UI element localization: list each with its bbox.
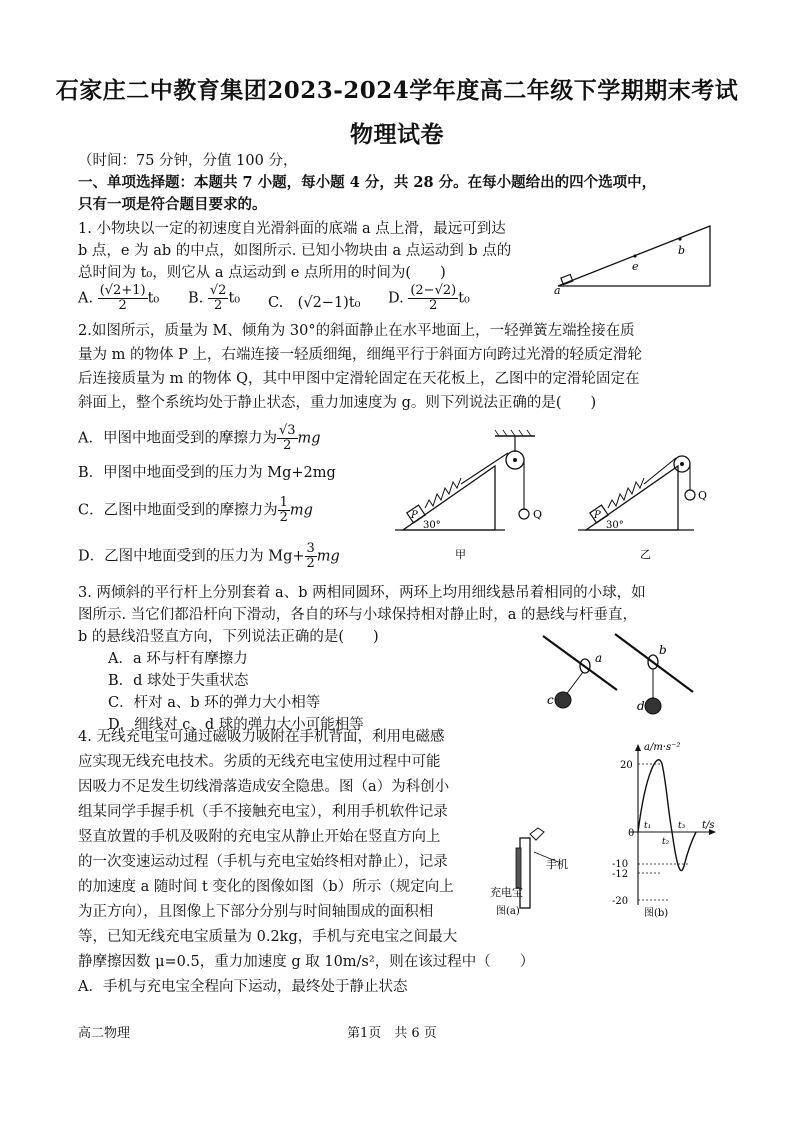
q4-text-6: 的一次变速运动过程（手机与充电宝始终相对静止），记录 — [78, 854, 448, 870]
q3-option-d[interactable]: D．细线对 c、d 球的弹力大小可能相等 — [108, 717, 364, 733]
q1-incline-figure — [550, 218, 720, 297]
q3-option-c[interactable]: C．杆对 a、b 环的弹力大小相等 — [108, 695, 321, 711]
q1-text-2: b 点，e 为 ab 的中点，如图所示. 已知小物块由 a 点运动到 b 点的 — [78, 243, 512, 259]
q4-fig-b-caption: 图(b) — [644, 908, 669, 919]
q1-text-3: 总时间为 t₀，则它从 a 点运动到 e 点所用的时间为( ) — [78, 265, 446, 281]
q4-text-3: 因吸力不足发生切线滑落造成安全隐患。图（a）为科创小 — [78, 779, 450, 795]
q1-option-b-frac: $\frac{√2}{2}$ — [209, 283, 227, 313]
q4-option-a[interactable]: A．手机与充电宝全程向下运动，最终处于静止状态 — [78, 979, 408, 995]
q2-option-d[interactable]: D．乙图中地面受到的压力为 Mg+ $\frac{3}{2}$ mg — [78, 541, 340, 571]
q2-figure-jia — [395, 430, 555, 565]
q2-text-3: 后连接质量为 m 的物体 Q，其中甲图中定滑轮固定在天花板上，乙图中的定滑轮固定在 — [78, 371, 640, 387]
q1-option-c[interactable]: C. (√2−1)t₀ — [268, 295, 361, 311]
q3-text-3: b 的悬线沿竖直方向，下列说法正确的是( ) — [78, 629, 379, 645]
q3-fig-label-d: d — [637, 699, 645, 713]
q2-figure-yi — [578, 440, 738, 565]
section-heading: 一、单项选择题：本题共 7 小题，每小题 4 分，共 28 分。在每小题给出的四个选项中， — [78, 174, 657, 191]
q2-jia-label-q: Q — [533, 508, 543, 521]
q2-text-2: 量为 m 的物体 P 上，右端连接一轻质细绳，细绳平行于斜面方向跨过光滑的轻质定滑轮 — [78, 347, 642, 363]
q4-acceleration-chart — [600, 740, 720, 920]
exam-info: （时间：75 分钟，分值 100 分， — [78, 153, 298, 169]
section-heading-cont: 只有一项是符合题目要求的。 — [78, 196, 267, 213]
q4-text-4: 组某同学手握手机（手不接触充电宝），利用手机软件记录 — [78, 804, 448, 820]
q1-fig-label-a: a — [554, 284, 561, 297]
paper-subtitle: 物理试卷 — [350, 121, 444, 148]
q4-figure-a — [490, 820, 600, 920]
q1-option-a-frac: $\frac{(√2+1)}{2}$ — [99, 283, 146, 313]
chart-tick-20: 20 — [620, 760, 633, 771]
q4-fig-label-phone: 手机 — [546, 858, 568, 871]
q1-fig-label-e: e — [632, 260, 639, 273]
q4-text-2: 应实现无线充电技术。劣质的无线充电宝使用过程中可能 — [78, 754, 441, 770]
q3-option-a[interactable]: A．a 环与杆有摩擦力 — [108, 651, 248, 667]
chart-tick-neg12: -12 — [612, 869, 629, 880]
q2-option-c[interactable]: C．乙图中地面受到的摩擦力为 $\frac{1}{2}$ mg — [78, 495, 313, 525]
q2-option-b[interactable]: B．甲图中地面受到的压力为 Mg+2mg — [78, 465, 336, 481]
chart-y-label: a/m·s⁻² — [644, 742, 681, 753]
q2-yi-caption: 乙 — [640, 548, 651, 561]
q2-text-1: 2.如图所示，质量为 M、倾角为 30°的斜面静止在水平地面上，一轻弹簧左端拴接在质 — [78, 323, 635, 339]
q3-fig-label-c: c — [547, 693, 554, 707]
q1-text-1: 1. 小物块以一定的初速度自光滑斜面的底端 a 点上滑，最远可到达 — [78, 221, 506, 237]
chart-t3: t₃ — [678, 821, 686, 831]
chart-t1: t₁ — [644, 821, 652, 831]
chart-tick-neg10: -10 — [612, 859, 629, 870]
q4-text-9: 等，已知无线充电宝质量为 0.2kg，手机与充电宝之间最大 — [78, 929, 458, 945]
q4-fig-label-bank: 充电宝 — [490, 886, 523, 899]
q3-fig-label-b: b — [659, 643, 667, 657]
q2-option-a[interactable]: A．甲图中地面受到的摩擦力为 $\frac{√3}{2}$ mg — [78, 423, 321, 453]
q4-text-5: 竖直放置的手机及吸附的充电宝从静止开始在竖直方向上 — [78, 829, 441, 845]
q4-text-8: 为正方向），且图像上下部分分别与时间轴围成的面积相 — [78, 904, 434, 920]
exam-title: 石家庄二中教育集团2023-2024学年度高二年级下学期期末考试 — [55, 77, 739, 104]
q1-option-d-frac: $\frac{(2-√2)}{2}$ — [410, 283, 457, 313]
q1-option-b[interactable]: B. $\frac{√2}{2}$ t₀ — [188, 283, 241, 313]
chart-curve — [638, 760, 696, 871]
q4-text-7: 的加速度 a 随时间 t 变化的图像如图（b）所示（规定向上 — [78, 879, 454, 895]
q2-yi-angle: 30° — [606, 520, 624, 531]
q2-jia-label-p: P — [411, 510, 418, 521]
q4-text-1: 4. 无线充电宝可通过磁吸力吸附在手机背面，利用电磁感 — [78, 729, 445, 745]
q1-option-d[interactable]: D. $\frac{(2-√2)}{2}$ t₀ — [388, 283, 470, 313]
q2-yi-label-q: Q — [698, 489, 708, 502]
q2-text-4: 斜面上，整个系统均处于静止状态，重力加速度为 g。则下列说法正确的是( ) — [78, 395, 597, 411]
q1-option-a[interactable]: A. $\frac{(√2+1)}{2}$ t₀ — [78, 283, 160, 313]
q1-option-a-label: A. — [78, 290, 94, 307]
chart-tick-neg20: -20 — [612, 896, 629, 907]
q3-fig-label-a: a — [595, 651, 603, 665]
chart-tick-0: 0 — [628, 828, 635, 839]
q1-fig-label-b: b — [678, 244, 686, 257]
q3-text-2: 图所示. 当它们都沿杆向下滑动，各自的环与小球保持相对静止时，a 的悬线与杆垂直， — [78, 607, 637, 623]
chart-x-label: t/s — [702, 820, 715, 831]
q2-yi-label-p: P — [594, 510, 601, 521]
q3-option-b[interactable]: B．d 球处于失重状态 — [108, 673, 249, 689]
q3-text-1: 3. 两倾斜的平行杆上分别套着 a、b 两相同圆环，两环上均用细线悬吊着相同的小球，如 — [78, 585, 646, 601]
q4-fig-a-caption: 图(a) — [496, 906, 520, 917]
q4-text-10: 静摩擦因数 μ=0.5，重力加速度 g 取 10m/s²，则在该过程中（ ） — [78, 954, 535, 970]
q3-rings-figure — [535, 628, 705, 723]
q2-jia-angle: 30° — [423, 520, 441, 531]
footer-page: 第1页 共 6 页 — [347, 1026, 437, 1041]
q2-jia-caption: 甲 — [455, 548, 466, 561]
footer-subject: 高二物理 — [78, 1026, 131, 1041]
chart-t2: t₂ — [662, 837, 670, 847]
